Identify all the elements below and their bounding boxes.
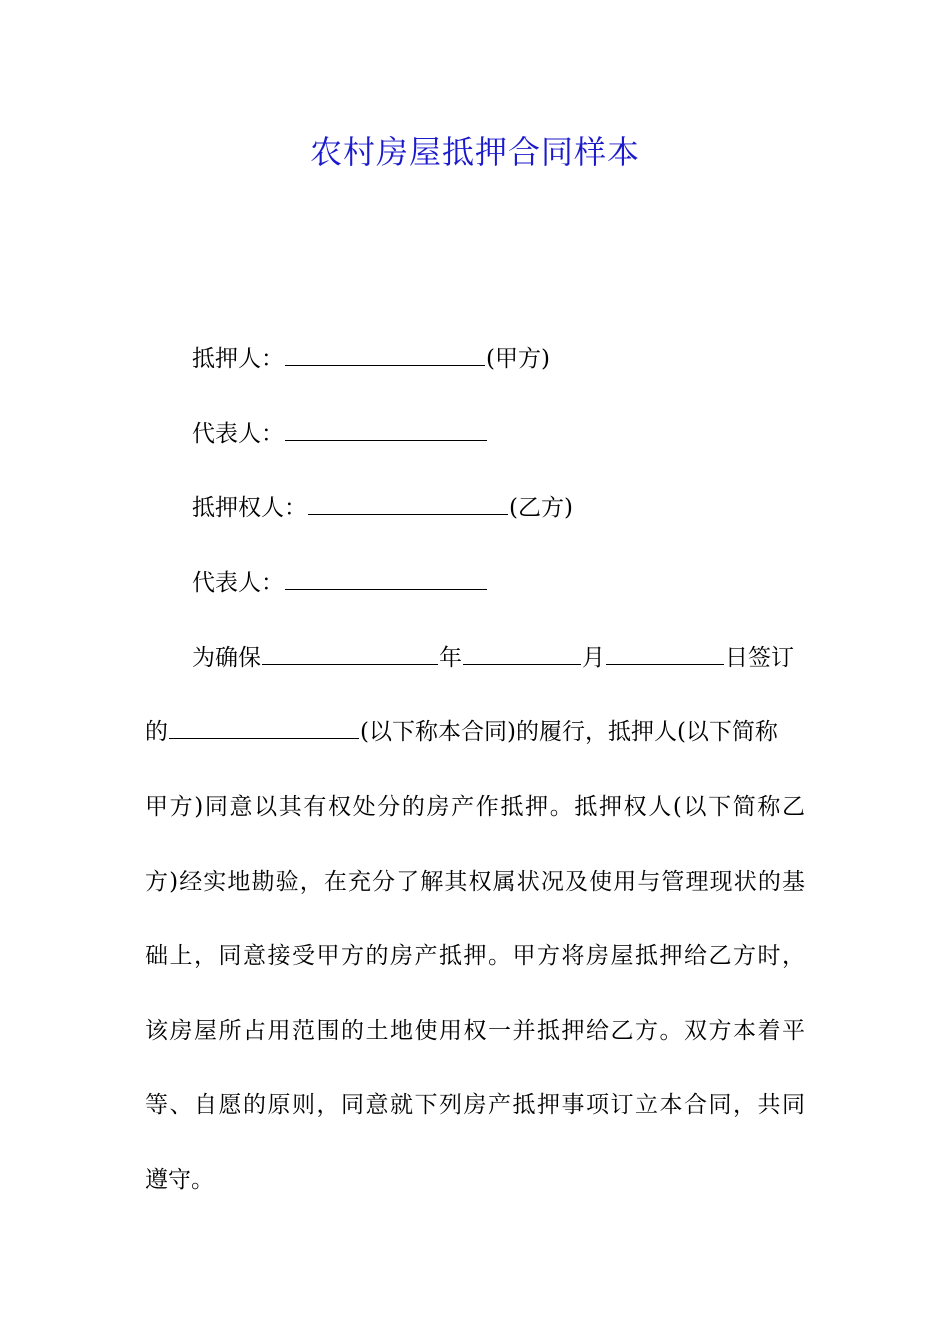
- document-title: 农村房屋抵押合同样本: [309, 133, 640, 171]
- paragraph-line: 该房屋所占用范围的土地使用权一并抵押给乙方。双方本着平: [145, 1018, 805, 1044]
- mortgagor-representative-line: [192, 416, 488, 452]
- mortgagee-representative-label: 代表人：: [192, 570, 284, 596]
- paragraph-line: 等、自愿的原则，同意就下列房产抵押事项订立本合同，共同: [145, 1092, 805, 1118]
- paragraph-line: 础上，同意接受甲方的房产抵押。甲方将房屋抵押给乙方时，: [145, 943, 805, 969]
- contract-name-blank[interactable]: [169, 714, 359, 739]
- contract-name-line: [145, 714, 778, 750]
- date-line-day: 日签订: [725, 645, 794, 671]
- mortgagee-line: [192, 490, 573, 526]
- mortgagee-suffix: (乙方): [509, 495, 573, 521]
- mortgagor-blank[interactable]: [285, 341, 485, 366]
- paragraph-last-line: 遵守。: [145, 1167, 214, 1193]
- date-line-year: 年: [439, 645, 462, 671]
- paragraph-line: 甲方)同意以其有权处分的房产作抵押。抵押权人(以下简称乙: [145, 794, 805, 820]
- paragraph-line: 方)经实地勘验，在充分了解其权属状况及使用与管理现状的基: [145, 869, 805, 895]
- mortgagee-blank[interactable]: [308, 490, 508, 515]
- contract-month-blank[interactable]: [463, 640, 581, 665]
- mortgagor-representative-label: 代表人：: [192, 421, 284, 447]
- date-line: [192, 640, 794, 676]
- mortgagee-representative-line: [192, 565, 488, 601]
- contract-day-blank[interactable]: [606, 640, 724, 665]
- mortgagor-suffix: (甲方): [486, 346, 550, 372]
- mortgagor-line: [192, 341, 550, 377]
- mortgagor-label: 抵押人：: [192, 346, 284, 372]
- contract-name-rest: (以下称本合同)的履行，抵押人(以下简称: [360, 719, 778, 745]
- mortgagee-representative-blank[interactable]: [285, 565, 487, 590]
- mortgagor-representative-blank[interactable]: [285, 416, 487, 441]
- date-line-month: 月: [582, 645, 605, 671]
- contract-year-blank[interactable]: [262, 640, 438, 665]
- contract-name-prefix: 的: [145, 719, 168, 745]
- mortgagee-label: 抵押权人：: [192, 495, 307, 521]
- date-line-prefix: 为确保: [192, 645, 261, 671]
